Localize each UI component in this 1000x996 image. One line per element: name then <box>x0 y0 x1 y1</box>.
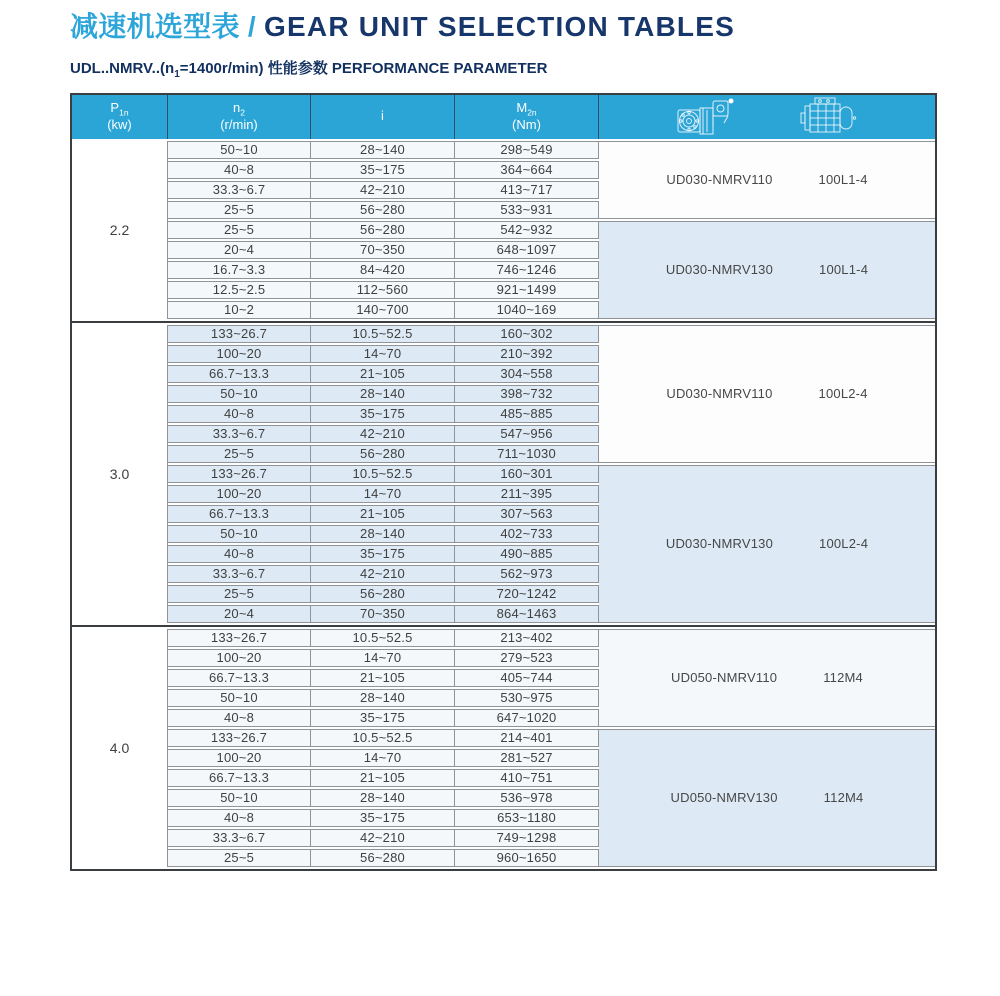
subtitle-subscript: 1 <box>174 68 180 80</box>
speed-cell: 133~26.7 <box>168 629 311 647</box>
table-header-row <box>72 95 935 139</box>
ratio-cell: 35~175 <box>311 405 455 423</box>
speed-cell: 100~20 <box>168 649 311 667</box>
torque-cell: 211~395 <box>455 485 599 503</box>
gear-unit-model: UD030-NMRV110 <box>666 386 773 402</box>
torque-cell: 864~1463 <box>455 605 599 623</box>
page-title-zh: 减速机选型表 / <box>70 11 265 42</box>
page-title <box>70 12 937 43</box>
ratio-cell: 70~350 <box>311 241 455 259</box>
speed-cell: 66.7~13.3 <box>168 365 311 383</box>
torque-cell: 653~1180 <box>455 809 599 827</box>
speed-cell: 66.7~13.3 <box>168 669 311 687</box>
header-torque-unit: (Nm) <box>512 117 541 132</box>
speed-cell: 10~2 <box>168 301 311 319</box>
speed-cell: 40~8 <box>168 161 311 179</box>
ratio-cell: 10.5~52.5 <box>311 629 455 647</box>
speed-cell: 33.3~6.7 <box>168 829 311 847</box>
model-cell <box>599 325 935 463</box>
ratio-cell: 35~175 <box>311 809 455 827</box>
torque-cell: 213~402 <box>455 629 599 647</box>
model-cell <box>599 221 935 319</box>
torque-cell: 490~885 <box>455 545 599 563</box>
ratio-cell: 21~105 <box>311 365 455 383</box>
speed-cell: 66.7~13.3 <box>168 769 311 787</box>
ratio-cell: 35~175 <box>311 545 455 563</box>
ratio-cell: 56~280 <box>311 221 455 239</box>
speed-cell: 33.3~6.7 <box>168 181 311 199</box>
ratio-cell: 14~70 <box>311 649 455 667</box>
ratio-cell: 140~700 <box>311 301 455 319</box>
motor-model: 100L2-4 <box>819 536 869 552</box>
page-title-en: GEAR UNIT SELECTION TABLES <box>264 11 735 42</box>
header-ratio-column <box>311 95 455 139</box>
ratio-cell: 10.5~52.5 <box>311 729 455 747</box>
header-power-symbol: $P_{1n}$ <box>110 99 129 118</box>
header-power-column <box>72 95 168 139</box>
speed-cell: 25~5 <box>168 201 311 219</box>
torque-cell: 562~973 <box>455 565 599 583</box>
ratio-cell: 28~140 <box>311 141 455 159</box>
torque-cell: 647~1020 <box>455 709 599 727</box>
speed-cell: 33.3~6.7 <box>168 565 311 583</box>
speed-cell: 40~8 <box>168 709 311 727</box>
gear-unit-model: UD050-NMRV110 <box>671 670 778 686</box>
speed-cell: 133~26.7 <box>168 325 311 343</box>
ratio-cell: 28~140 <box>311 385 455 403</box>
torque-cell: 921~1499 <box>455 281 599 299</box>
header-power-unit: (kw) <box>107 117 132 132</box>
header-torque-column <box>455 95 599 139</box>
torque-cell: 533~931 <box>455 201 599 219</box>
torque-cell: 160~301 <box>455 465 599 483</box>
page-subtitle <box>70 57 937 80</box>
torque-cell: 746~1246 <box>455 261 599 279</box>
selection-table <box>70 93 937 871</box>
motor-drawing-icon <box>797 97 859 137</box>
model-cell <box>599 629 935 727</box>
speed-cell: 66.7~13.3 <box>168 505 311 523</box>
motor-model: 100L2-4 <box>818 386 868 402</box>
ratio-cell: 28~140 <box>311 789 455 807</box>
ratio-cell: 70~350 <box>311 605 455 623</box>
speed-cell: 50~10 <box>168 385 311 403</box>
torque-cell: 307~563 <box>455 505 599 523</box>
torque-cell: 711~1030 <box>455 445 599 463</box>
ratio-cell: 112~560 <box>311 281 455 299</box>
torque-cell: 720~1242 <box>455 585 599 603</box>
gear-unit-model: UD030-NMRV130 <box>665 536 774 552</box>
torque-cell: 749~1298 <box>455 829 599 847</box>
header-torque-symbol: $M_{2n}$ <box>516 99 537 118</box>
torque-cell: 536~978 <box>455 789 599 807</box>
torque-cell: 413~717 <box>455 181 599 199</box>
motor-model: 112M4 <box>823 790 864 806</box>
gear-unit-model: UD050-NMRV130 <box>670 790 778 806</box>
ratio-cell: 56~280 <box>311 445 455 463</box>
speed-cell: 40~8 <box>168 809 311 827</box>
speed-cell: 33.3~6.7 <box>168 425 311 443</box>
torque-cell: 281~527 <box>455 749 599 767</box>
ratio-cell: 56~280 <box>311 849 455 867</box>
speed-cell: 16.7~3.3 <box>168 261 311 279</box>
ratio-cell: 56~280 <box>311 585 455 603</box>
ratio-cell: 84~420 <box>311 261 455 279</box>
motor-model: 100L1-4 <box>818 172 868 188</box>
ratio-cell: 42~210 <box>311 425 455 443</box>
torque-cell: 1040~169 <box>455 301 599 319</box>
speed-cell: 40~8 <box>168 545 311 563</box>
speed-cell: 50~10 <box>168 141 311 159</box>
torque-cell: 410~751 <box>455 769 599 787</box>
torque-cell: 279~523 <box>455 649 599 667</box>
model-cell <box>599 465 935 623</box>
model-cell <box>599 141 935 219</box>
speed-cell: 133~26.7 <box>168 729 311 747</box>
torque-cell: 398~732 <box>455 385 599 403</box>
torque-cell: 542~932 <box>455 221 599 239</box>
ratio-cell: 35~175 <box>311 161 455 179</box>
torque-cell: 210~392 <box>455 345 599 363</box>
torque-cell: 405~744 <box>455 669 599 687</box>
torque-cell: 304~558 <box>455 365 599 383</box>
ratio-cell: 14~70 <box>311 345 455 363</box>
power-cell: 4.0 <box>72 629 168 867</box>
ratio-cell: 10.5~52.5 <box>311 465 455 483</box>
speed-cell: 20~4 <box>168 241 311 259</box>
ratio-cell: 14~70 <box>311 485 455 503</box>
speed-cell: 25~5 <box>168 221 311 239</box>
speed-cell: 50~10 <box>168 689 311 707</box>
ratio-cell: 56~280 <box>311 201 455 219</box>
speed-cell: 133~26.7 <box>168 465 311 483</box>
speed-cell: 25~5 <box>168 445 311 463</box>
speed-cell: 12.5~2.5 <box>168 281 311 299</box>
torque-cell: 530~975 <box>455 689 599 707</box>
ratio-cell: 14~70 <box>311 749 455 767</box>
speed-cell: 100~20 <box>168 345 311 363</box>
header-speed-unit: (r/min) <box>220 117 258 132</box>
header-speed-column <box>168 95 311 139</box>
torque-cell: 298~549 <box>455 141 599 159</box>
gear-unit-model: UD030-NMRV130 <box>665 262 774 278</box>
ratio-cell: 42~210 <box>311 181 455 199</box>
ratio-cell: 28~140 <box>311 689 455 707</box>
gearbox-drawing-icon <box>675 97 737 137</box>
ratio-cell: 21~105 <box>311 505 455 523</box>
torque-cell: 214~401 <box>455 729 599 747</box>
ratio-cell: 21~105 <box>311 769 455 787</box>
motor-model: 112M4 <box>823 670 863 686</box>
power-cell: 2.2 <box>72 141 168 319</box>
subtitle-suffix: =1400r/min) 性能参数 PERFORMANCE PARAMETER <box>179 59 548 77</box>
ratio-cell: 28~140 <box>311 525 455 543</box>
torque-cell: 648~1097 <box>455 241 599 259</box>
speed-cell: 50~10 <box>168 525 311 543</box>
torque-cell: 402~733 <box>455 525 599 543</box>
torque-cell: 160~302 <box>455 325 599 343</box>
speed-cell: 100~20 <box>168 749 311 767</box>
motor-model: 100L1-4 <box>819 262 869 278</box>
ratio-cell: 10.5~52.5 <box>311 325 455 343</box>
table-body <box>72 139 935 869</box>
torque-cell: 547~956 <box>455 425 599 443</box>
torque-cell: 960~1650 <box>455 849 599 867</box>
speed-cell: 25~5 <box>168 585 311 603</box>
speed-cell: 50~10 <box>168 789 311 807</box>
subtitle-prefix: UDL..NMRV..(n <box>70 59 175 77</box>
speed-cell: 20~4 <box>168 605 311 623</box>
power-cell: 3.0 <box>72 325 168 623</box>
model-cell <box>599 729 935 867</box>
header-ratio-symbol: i <box>381 108 384 124</box>
speed-cell: 25~5 <box>168 849 311 867</box>
ratio-cell: 42~210 <box>311 829 455 847</box>
ratio-cell: 42~210 <box>311 565 455 583</box>
ratio-cell: 35~175 <box>311 709 455 727</box>
ratio-cell: 21~105 <box>311 669 455 687</box>
header-models-column <box>599 95 935 139</box>
speed-cell: 100~20 <box>168 485 311 503</box>
torque-cell: 364~664 <box>455 161 599 179</box>
torque-cell: 485~885 <box>455 405 599 423</box>
speed-cell: 40~8 <box>168 405 311 423</box>
gear-unit-model: UD030-NMRV110 <box>666 172 773 188</box>
header-speed-symbol: $n_2$ <box>233 99 245 118</box>
